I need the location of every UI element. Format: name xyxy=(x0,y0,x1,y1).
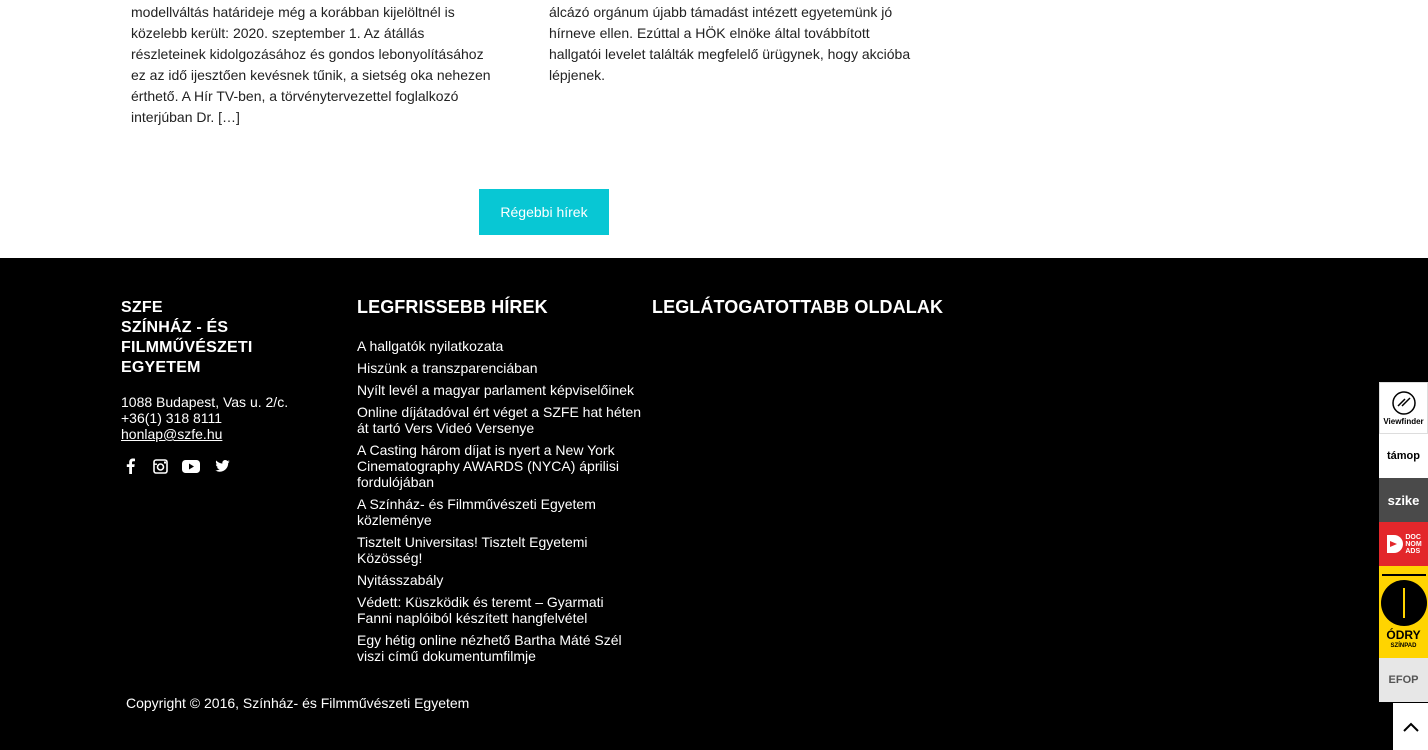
email-link[interactable]: honlap@szfe.hu xyxy=(121,426,223,442)
facebook-icon[interactable] xyxy=(121,458,139,474)
address: 1088 Budapest, Vas u. 2/c. xyxy=(121,394,289,410)
szike-label: szike xyxy=(1387,492,1420,508)
docnomads-line: DOC xyxy=(1405,533,1421,541)
news-link[interactable]: Hiszünk a transzparenciában xyxy=(357,360,538,376)
list-item xyxy=(357,594,642,626)
docnomads-line: NOM xyxy=(1405,540,1422,548)
brand-line: FILMMŰVÉSZETI xyxy=(121,339,253,356)
brand-line: SZÍNHÁZ - ÉS xyxy=(121,319,229,336)
youtube-icon[interactable] xyxy=(181,458,201,474)
viewfinder-logo[interactable] xyxy=(1379,382,1428,434)
news-link[interactable]: A Színház- és Filmművészeti Egyetem közleménye xyxy=(357,496,596,528)
chevron-up-icon xyxy=(1403,722,1419,732)
news-link[interactable]: Online díjátadóval ért véget a SZFE hat héten át tartó Vers Videó Versenye xyxy=(357,404,642,436)
copyright: Copyright © 2016, Színház- és Filmművészeti Egyetem xyxy=(126,695,470,711)
instagram-icon[interactable] xyxy=(151,458,169,474)
list-item xyxy=(357,382,642,398)
list-item xyxy=(357,442,642,490)
news-link[interactable]: A hallgatók nyilatkozata xyxy=(357,338,504,354)
viewfinder-label: Viewfinder xyxy=(1383,417,1424,426)
latest-news-title: LEGFRISSEBB HÍREK xyxy=(357,297,548,317)
phone: +36(1) 318 8111 xyxy=(121,410,223,426)
news-link[interactable]: Védett: Küszködik és teremt – Gyarmati Fanni naplóiból készített hangfelvétel xyxy=(357,594,604,626)
social-links xyxy=(121,458,321,474)
footer-brand xyxy=(121,298,321,474)
most-visited-title: LEGLÁTOGATOTTABB OLDALAK xyxy=(652,297,944,317)
news-link[interactable]: A Casting három díjat is nyert a New York Cinematography AWARDS (NYCA) áprilisi fordulójában xyxy=(357,442,619,490)
news-link[interactable]: Nyílt levél a magyar parlament képviselőinek xyxy=(357,382,635,398)
viewfinder-icon xyxy=(1391,390,1417,416)
list-item xyxy=(357,338,642,354)
older-news-button[interactable]: Régebbi hírek xyxy=(479,189,609,235)
university-name xyxy=(121,298,321,378)
odry-logo[interactable] xyxy=(1379,566,1428,658)
szike-logo[interactable] xyxy=(1379,478,1428,522)
odry-label: ÓDRY xyxy=(1386,627,1421,642)
docnomads-text xyxy=(1405,534,1421,555)
tamop-logo[interactable] xyxy=(1379,434,1428,478)
docnomads-icon xyxy=(1385,533,1403,555)
article-excerpt: modellváltás határideje még a korábban kijelöltnél is közelebb került: 2020. szeptember 1. Az átállás részleteinek kidolgozásához és gondos lebonyolításához ez az idő ijesztően kevésnek tűnik, a sietség oka nehezen érthető. A Hír TV-ben, a törvénytervezettel foglalkozó interjúban Dr. […] xyxy=(131,4,491,125)
scroll-to-top-button[interactable] xyxy=(1393,703,1428,750)
odry-circle-icon xyxy=(1381,580,1427,626)
latest-news-section xyxy=(357,298,642,670)
list-item xyxy=(357,404,642,436)
latest-news-list xyxy=(357,338,642,664)
partner-logos xyxy=(1379,382,1428,702)
tamop-label: támop xyxy=(1387,450,1420,462)
twitter-icon[interactable] xyxy=(213,458,231,474)
divider xyxy=(1382,574,1426,576)
contact-info xyxy=(121,394,321,442)
site-footer xyxy=(0,258,1428,750)
odry-sublabel: SZÍNPAD xyxy=(1390,642,1417,649)
news-link[interactable]: Tisztelt Universitas! Tisztelt Egyetemi Közösség! xyxy=(357,534,588,566)
docnomads-logo[interactable] xyxy=(1379,522,1428,566)
list-item xyxy=(357,496,642,528)
efop-logo[interactable] xyxy=(1379,658,1428,702)
news-link[interactable]: Nyitásszabály xyxy=(357,572,444,588)
list-item xyxy=(357,360,642,376)
brand-line: SZFE xyxy=(121,299,163,316)
efop-label: EFOP xyxy=(1388,674,1419,686)
article-excerpt: álcázó orgánum újabb támadást intézett egyetemünk jó hírneve ellen. Ezúttal a HÖK elnöke által továbbított hallgatói levelet találták megfelelő ürügynek, hogy akcióba lépjenek. xyxy=(549,4,911,83)
list-item xyxy=(357,534,642,566)
brand-line: EGYETEM xyxy=(121,359,201,376)
list-item xyxy=(357,632,642,664)
news-link[interactable]: Egy hétig online nézhető Bartha Máté Szél viszi című dokumentumfilmje xyxy=(357,632,622,664)
most-visited-section xyxy=(652,298,972,316)
docnomads-line: ADS xyxy=(1405,547,1421,555)
list-item xyxy=(357,572,642,588)
